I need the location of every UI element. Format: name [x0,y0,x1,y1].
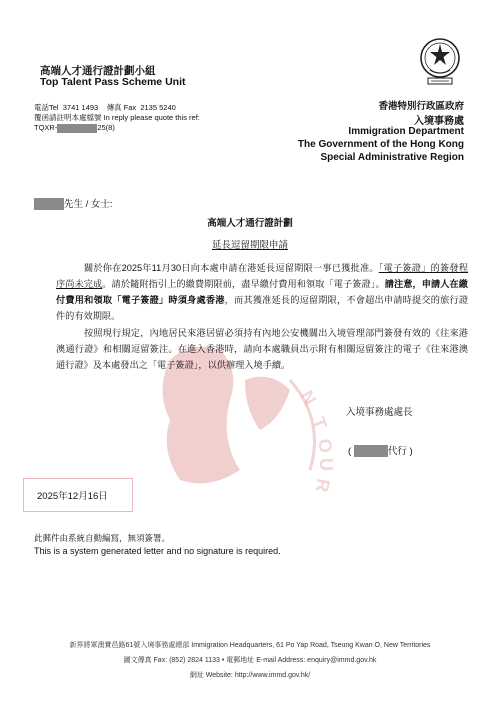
footer-address: 新界將軍澳寶邑路61號入境事務處總部 Immigration Headquarters, 61 Po Yap Road, Tseung Kwan O, New Territories [69,642,431,649]
system-note-en: This is a system generated letter and no signature is required. [34,546,281,556]
svg-text:T: T [308,414,331,432]
salutation [34,196,113,210]
ref-suffix: 25(8) [97,123,115,132]
department-name-en: Immigration Department [348,126,464,137]
tel-label: 電話Tel [34,103,59,112]
redaction-block [57,124,97,133]
redaction-block [354,445,388,457]
government-name-zh: 香港特別行政區政府 [378,101,464,112]
letter-date: 2025年12月16日 [37,491,108,502]
presence-requirement: 請注意，申請人在繳付費用和領取「電子簽證」時須身處香港 [56,279,468,305]
unit-name-zh: 高端人才通行證計劃小組 [40,65,156,77]
svg-text:U: U [316,458,336,471]
application-date: 2025年11月30日 [121,263,191,273]
agent-line [348,443,413,457]
p1-part: 。請於隨附指引上的繳費期限前，盡早繳付費用和領取「電子簽證」。 [102,279,385,289]
signer-title: 入境事務處處長 [346,407,413,418]
svg-text:O: O [314,437,337,455]
contact-line [34,103,176,113]
svg-text:R: R [311,477,334,494]
p1-part: ，而其獲准延長的逗留期限，不會超出申請時提交的旅行證件的有效期限。 [56,295,469,321]
fax-label: 傳真 Fax [106,103,137,112]
agent-open: ( [348,446,352,457]
redaction-block [34,198,64,210]
unit-name-en: Top Talent Pass Scheme Unit [40,76,186,88]
fax-value: 2135 5240 [140,103,176,112]
footer-contact: 圖文傳真 Fax: (852) 2824 1133 • 電郵地址 E-mail Address: enquiry@immd.gov.hk [123,657,377,664]
reply-quote: 覆函請註明本處檔號 In reply please quote this ref: [34,113,200,122]
government-name-en-1: The Government of the Hong Kong [297,139,464,150]
tel-value: 3741 1493 [62,103,99,112]
agent-close: 代行 ) [387,446,413,457]
paragraph-approval [56,260,468,324]
system-note-zh: 此郵件由系統自動編寫，無須簽署。 [34,533,171,543]
letter-subtitle [0,237,500,251]
p1-part: 向本處申請在港延長逗留期限一事已獲批准。 [190,263,379,273]
hksar-emblem-icon [418,36,462,88]
p1-part: 關於你在 [84,263,122,273]
department-name-zh: 入境事務處 [414,116,464,127]
evisa-pending-notice: 「電子簽證」的簽發程序尚未完成 [56,263,469,289]
letter-subtitle-text: 延長逗留期限申請 [211,240,288,251]
reference-line [34,123,115,133]
government-name-en-2: Special Administrative Region [320,152,464,163]
letter-title: 高端人才通行證計劃 [207,218,293,229]
salutation-text: 先生 / 女士: [64,199,113,210]
paragraph-entry-rules: 按照現行規定，內地居民來港居留必須持有內地公安機關出入境管理部門簽發有效的《往來港澳通行證》和相關逗留簽注。在進入香港時，請向本處職員出示附有相關逗留簽注的電子《往來港澳通行證》及本處發出之「電子簽證」，以供辦理入境手續。 [56,328,468,370]
ref-prefix: TQXR- [34,123,58,132]
footer-website: 網址 Website: http://www.immd.gov.hk/ [189,672,311,679]
svg-text:N: N [296,387,321,409]
